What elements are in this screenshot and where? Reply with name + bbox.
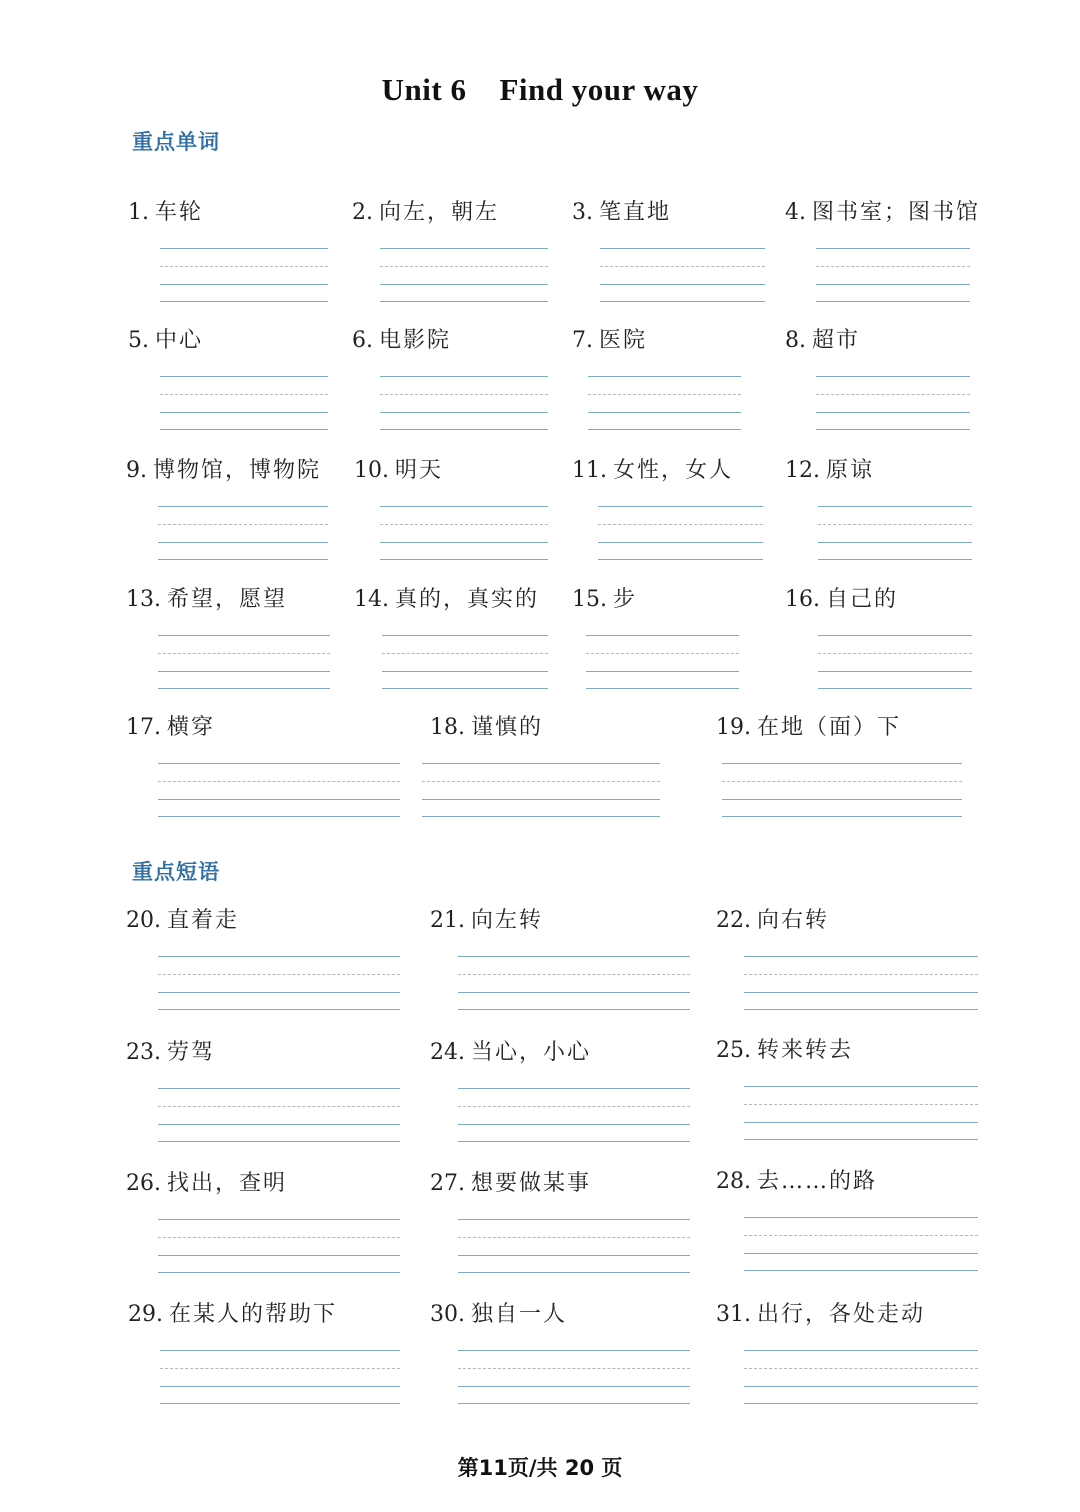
answer-writing-lines-18[interactable] (422, 763, 660, 819)
writing-line-bottom (380, 559, 548, 560)
item-prompt: 在某人的帮助下 (169, 1302, 338, 1327)
item-number: 16. (785, 587, 820, 612)
answer-writing-lines-31[interactable] (744, 1350, 978, 1406)
writing-line-top (722, 763, 962, 764)
item-number: 10. (354, 458, 389, 483)
item-number: 29. (128, 1302, 163, 1327)
item-prompt: 希望，愿望 (167, 587, 288, 612)
writing-line-bottom (744, 1270, 978, 1271)
item-number: 8. (785, 328, 806, 353)
answer-writing-lines-6[interactable] (380, 376, 548, 432)
writing-line-midline (382, 653, 548, 654)
writing-line-baseline (458, 1124, 690, 1125)
answer-writing-lines-13[interactable] (158, 635, 330, 691)
answer-writing-lines-16[interactable] (818, 635, 972, 691)
writing-line-baseline (158, 992, 400, 993)
item-prompt: 医院 (599, 328, 648, 353)
item-number: 5. (128, 328, 149, 353)
item-prompt: 直着走 (167, 908, 240, 933)
item-prompt: 找出，查明 (167, 1171, 288, 1196)
writing-line-midline (160, 266, 328, 267)
writing-line-baseline (458, 992, 690, 993)
writing-line-top (816, 248, 970, 249)
writing-line-top (158, 1219, 400, 1220)
item-number: 4. (785, 200, 806, 225)
writing-line-top (744, 1217, 978, 1218)
answer-writing-lines-7[interactable] (588, 376, 741, 432)
writing-line-bottom (744, 1139, 978, 1140)
writing-line-top (744, 1350, 978, 1351)
answer-writing-lines-21[interactable] (458, 956, 690, 1012)
item-number: 25. (716, 1038, 751, 1063)
writing-line-bottom (422, 816, 660, 817)
writing-line-bottom (598, 559, 763, 560)
writing-line-bottom (458, 1403, 690, 1404)
item-label-27 (430, 1169, 591, 1199)
writing-line-midline (458, 1237, 690, 1238)
writing-line-top (158, 1088, 400, 1089)
item-number: 1. (128, 200, 149, 225)
writing-line-baseline (818, 542, 972, 543)
writing-line-baseline (380, 284, 548, 285)
item-prompt: 明天 (395, 458, 444, 483)
writing-line-top (458, 1088, 690, 1089)
writing-line-midline (744, 1235, 978, 1236)
page-footer: 第11页/共 20 页 (457, 1456, 623, 1480)
answer-writing-lines-9[interactable] (158, 506, 328, 562)
writing-line-baseline (160, 412, 328, 413)
item-number: 23. (126, 1040, 161, 1065)
writing-line-baseline (744, 1386, 978, 1387)
item-number: 2. (352, 200, 373, 225)
answer-writing-lines-17[interactable] (158, 763, 400, 819)
writing-line-top (600, 248, 765, 249)
writing-line-baseline (380, 412, 548, 413)
item-label-12 (785, 456, 874, 486)
writing-line-top (744, 956, 978, 957)
item-label-16 (785, 585, 898, 615)
writing-line-top (158, 763, 400, 764)
writing-line-baseline (744, 992, 978, 993)
writing-line-baseline (586, 671, 739, 672)
item-number: 26. (126, 1171, 161, 1196)
writing-line-baseline (588, 412, 741, 413)
writing-line-top (458, 956, 690, 957)
item-prompt: 向左，朝左 (379, 200, 500, 225)
writing-line-midline (158, 653, 330, 654)
answer-writing-lines-8[interactable] (816, 376, 970, 432)
writing-line-baseline (816, 284, 970, 285)
writing-line-top (816, 376, 970, 377)
writing-line-bottom (160, 1403, 400, 1404)
writing-line-top (160, 376, 328, 377)
item-prompt: 步 (613, 587, 638, 612)
item-number: 14. (354, 587, 389, 612)
writing-line-midline (458, 1368, 690, 1369)
item-prompt: 在地（面）下 (757, 715, 902, 740)
item-number: 31. (716, 1302, 751, 1327)
writing-line-baseline (744, 1122, 978, 1123)
writing-line-top (158, 635, 330, 636)
writing-line-baseline (380, 542, 548, 543)
writing-line-baseline (382, 671, 548, 672)
item-number: 28. (716, 1169, 751, 1194)
item-number: 15. (572, 587, 607, 612)
answer-writing-lines-23[interactable] (158, 1088, 400, 1144)
item-number: 11. (572, 458, 607, 483)
item-prompt: 博物馆，博物院 (153, 458, 322, 483)
item-number: 17. (126, 715, 161, 740)
answer-writing-lines-24[interactable] (458, 1088, 690, 1144)
item-prompt: 独自一人 (471, 1302, 568, 1327)
writing-line-midline (160, 394, 328, 395)
writing-line-baseline (458, 1386, 690, 1387)
writing-line-baseline (818, 671, 972, 672)
item-prompt: 图书室；图书馆 (812, 200, 981, 225)
answer-writing-lines-14[interactable] (382, 635, 548, 691)
item-prompt: 当心，小心 (471, 1040, 592, 1065)
answer-writing-lines-22[interactable] (744, 956, 978, 1012)
item-label-18 (430, 713, 543, 743)
writing-line-top (380, 248, 548, 249)
item-prompt: 笔直地 (599, 200, 672, 225)
item-label-2 (352, 198, 499, 228)
item-prompt: 女性，女人 (613, 458, 734, 483)
writing-line-top (458, 1219, 690, 1220)
writing-line-bottom (458, 1272, 690, 1273)
item-label-26 (126, 1169, 287, 1199)
item-label-28 (716, 1167, 877, 1197)
writing-line-top (380, 506, 548, 507)
writing-line-bottom (158, 1272, 400, 1273)
writing-line-bottom (600, 301, 765, 302)
item-prompt: 真的，真实的 (395, 587, 540, 612)
item-label-14 (354, 585, 539, 615)
item-prompt: 超市 (812, 328, 861, 353)
item-number: 20. (126, 908, 161, 933)
writing-line-top (818, 506, 972, 507)
writing-line-midline (598, 524, 763, 525)
answer-writing-lines-12[interactable] (818, 506, 972, 562)
item-number: 19. (716, 715, 751, 740)
item-number: 24. (430, 1040, 465, 1065)
item-prompt: 向右转 (757, 908, 830, 933)
writing-line-baseline (158, 1255, 400, 1256)
item-label-24 (430, 1038, 591, 1068)
answer-writing-lines-2[interactable] (380, 248, 548, 304)
item-prompt: 车轮 (155, 200, 204, 225)
answer-writing-lines-11[interactable] (598, 506, 763, 562)
item-label-22 (716, 906, 829, 936)
item-label-5 (128, 326, 203, 356)
item-label-9 (126, 456, 321, 486)
writing-line-bottom (818, 688, 972, 689)
writing-line-midline (158, 781, 400, 782)
writing-line-top (458, 1350, 690, 1351)
writing-line-midline (380, 394, 548, 395)
writing-line-bottom (160, 429, 328, 430)
answer-writing-lines-26[interactable] (158, 1219, 400, 1275)
item-prompt: 谨慎的 (471, 715, 544, 740)
writing-line-bottom (158, 688, 330, 689)
writing-line-midline (744, 974, 978, 975)
writing-line-top (598, 506, 763, 507)
writing-line-top (158, 506, 328, 507)
answer-writing-lines-4[interactable] (816, 248, 970, 304)
writing-line-midline (818, 653, 972, 654)
writing-line-top (818, 635, 972, 636)
item-prompt: 中心 (155, 328, 204, 353)
writing-line-midline (458, 974, 690, 975)
item-label-6 (352, 326, 451, 356)
writing-line-midline (816, 394, 970, 395)
writing-line-bottom (586, 688, 739, 689)
writing-line-bottom (744, 1403, 978, 1404)
item-label-29 (128, 1300, 337, 1330)
writing-line-baseline (744, 1253, 978, 1254)
item-prompt: 去……的路 (757, 1169, 878, 1194)
writing-line-midline (158, 1106, 400, 1107)
item-label-25 (716, 1036, 853, 1066)
writing-line-midline (158, 524, 328, 525)
writing-line-top (160, 1350, 400, 1351)
item-label-31 (716, 1300, 925, 1330)
item-number: 21. (430, 908, 465, 933)
answer-writing-lines-28[interactable] (744, 1217, 978, 1273)
item-label-8 (785, 326, 860, 356)
writing-line-top (744, 1086, 978, 1087)
writing-line-top (380, 376, 548, 377)
item-label-10 (354, 456, 443, 486)
writing-line-midline (380, 524, 548, 525)
item-label-7 (572, 326, 647, 356)
writing-line-bottom (382, 688, 548, 689)
writing-line-bottom (588, 429, 741, 430)
writing-line-bottom (380, 301, 548, 302)
writing-line-bottom (458, 1141, 690, 1142)
item-label-13 (126, 585, 287, 615)
writing-line-midline (744, 1368, 978, 1369)
answer-writing-lines-15[interactable] (586, 635, 739, 691)
item-prompt: 自己的 (826, 587, 899, 612)
writing-line-top (422, 763, 660, 764)
writing-line-bottom (158, 816, 400, 817)
writing-line-bottom (744, 1009, 978, 1010)
answer-writing-lines-29[interactable] (160, 1350, 400, 1406)
writing-line-baseline (158, 542, 328, 543)
writing-line-baseline (458, 1255, 690, 1256)
writing-line-baseline (816, 412, 970, 413)
item-label-1 (128, 198, 203, 228)
item-number: 18. (430, 715, 465, 740)
writing-line-bottom (160, 301, 328, 302)
item-label-20 (126, 906, 239, 936)
item-prompt: 出行，各处走动 (757, 1302, 926, 1327)
answer-writing-lines-5[interactable] (160, 376, 328, 432)
item-label-19 (716, 713, 901, 743)
writing-line-midline (588, 394, 741, 395)
item-prompt: 横穿 (167, 715, 216, 740)
writing-line-midline (744, 1104, 978, 1105)
writing-line-top (382, 635, 548, 636)
item-number: 6. (352, 328, 373, 353)
item-prompt: 电影院 (379, 328, 452, 353)
writing-line-baseline (158, 799, 400, 800)
item-prompt: 想要做某事 (471, 1171, 592, 1196)
writing-line-midline (816, 266, 970, 267)
item-prompt: 劳驾 (167, 1040, 216, 1065)
item-number: 22. (716, 908, 751, 933)
answer-writing-lines-10[interactable] (380, 506, 548, 562)
writing-line-baseline (160, 1386, 400, 1387)
writing-line-midline (380, 266, 548, 267)
writing-line-top (588, 376, 741, 377)
page-title: Unit 6 Find your way (381, 72, 699, 107)
item-number: 7. (572, 328, 593, 353)
writing-line-midline (158, 1237, 400, 1238)
item-number: 9. (126, 458, 147, 483)
item-label-21 (430, 906, 543, 936)
section-heading-key-phrases: 重点短语 (132, 860, 220, 884)
writing-line-bottom (458, 1009, 690, 1010)
writing-line-bottom (158, 559, 328, 560)
answer-writing-lines-1[interactable] (160, 248, 328, 304)
writing-line-bottom (816, 301, 970, 302)
writing-line-bottom (158, 1009, 400, 1010)
writing-line-top (158, 956, 400, 957)
item-label-4 (785, 198, 980, 228)
writing-line-baseline (598, 542, 763, 543)
writing-line-midline (722, 781, 962, 782)
item-number: 27. (430, 1171, 465, 1196)
writing-line-bottom (818, 559, 972, 560)
item-label-17 (126, 713, 215, 743)
item-label-23 (126, 1038, 215, 1068)
item-label-3 (572, 198, 671, 228)
writing-line-baseline (160, 284, 328, 285)
answer-writing-lines-27[interactable] (458, 1219, 690, 1275)
writing-line-baseline (600, 284, 765, 285)
answer-writing-lines-3[interactable] (600, 248, 765, 304)
writing-line-top (586, 635, 739, 636)
writing-line-bottom (816, 429, 970, 430)
item-number: 30. (430, 1302, 465, 1327)
writing-line-midline (158, 974, 400, 975)
item-number: 3. (572, 200, 593, 225)
answer-writing-lines-25[interactable] (744, 1086, 978, 1142)
item-number: 12. (785, 458, 820, 483)
answer-writing-lines-20[interactable] (158, 956, 400, 1012)
writing-line-top (160, 248, 328, 249)
item-prompt: 原谅 (826, 458, 875, 483)
writing-line-bottom (158, 1141, 400, 1142)
answer-writing-lines-19[interactable] (722, 763, 962, 819)
item-prompt: 转来转去 (757, 1038, 854, 1063)
item-label-11 (572, 456, 733, 486)
item-label-30 (430, 1300, 567, 1330)
writing-line-bottom (380, 429, 548, 430)
writing-line-baseline (158, 1124, 400, 1125)
item-prompt: 向左转 (471, 908, 544, 933)
writing-line-midline (160, 1368, 400, 1369)
writing-line-midline (586, 653, 739, 654)
answer-writing-lines-30[interactable] (458, 1350, 690, 1406)
writing-line-midline (458, 1106, 690, 1107)
writing-line-midline (818, 524, 972, 525)
writing-line-baseline (422, 799, 660, 800)
writing-line-baseline (158, 671, 330, 672)
section-heading-key-words: 重点单词 (132, 130, 220, 154)
writing-line-baseline (722, 799, 962, 800)
item-label-15 (572, 585, 637, 615)
writing-line-bottom (722, 816, 962, 817)
writing-line-midline (600, 266, 765, 267)
writing-line-midline (422, 781, 660, 782)
item-number: 13. (126, 587, 161, 612)
